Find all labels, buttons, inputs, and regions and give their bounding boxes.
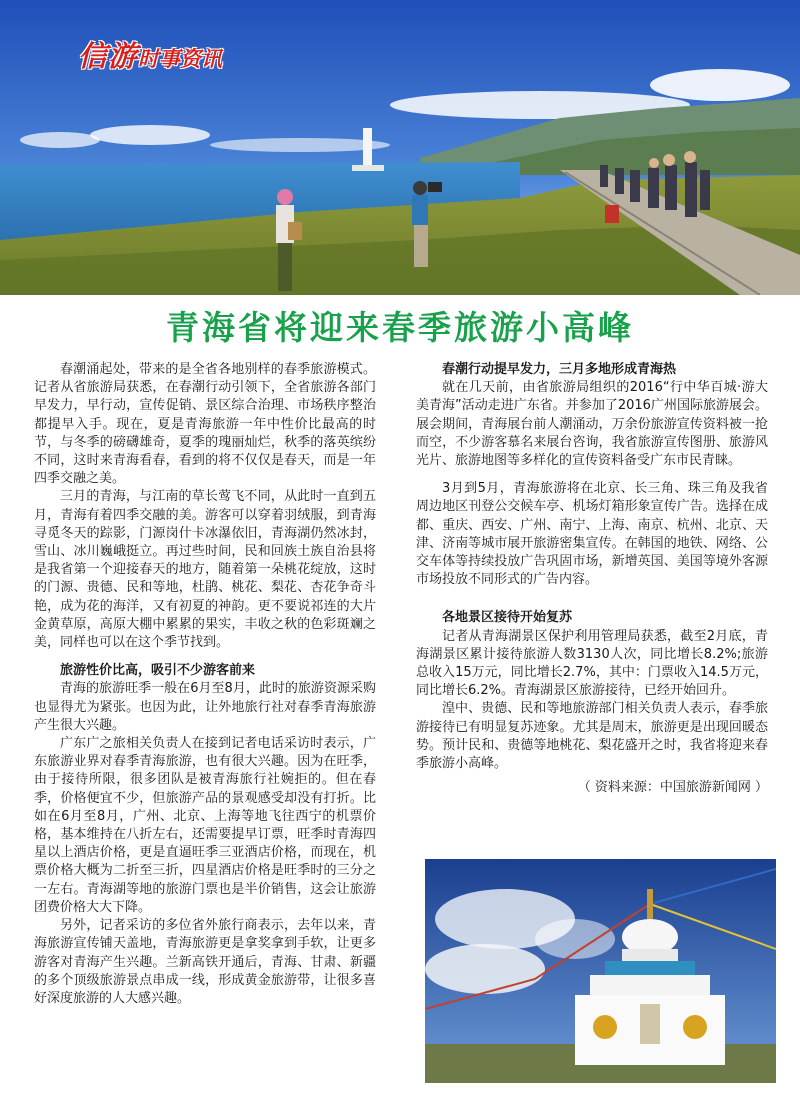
paragraph: 3月到5月，青海旅游将在北京、长三角、珠三角及我省周边地区刊登公交候车亭、机场灯箱形象宣传广告。选择在成都、重庆、西安、广州、南宁、上海、南京、杭州、北京、天津、济南等城市展开旅游密集宣传。在韩国的地铁、网络、公交车体等持续投放广告巩固市场，新增英国、美国等境外客源市场投放不同形式的广告内容。 (416, 481, 768, 588)
brand-logo (78, 34, 222, 75)
hero-photo-qinghai-lake (0, 0, 800, 295)
section-heading: 春潮行动提早发力，三月多地形成青海热 (442, 362, 677, 377)
left-column (34, 361, 376, 1008)
stupa-photo (425, 859, 776, 1083)
paragraph: 湟中、贵德、民和等地旅游部门相关负责人表示，春季旅游接待已有明显复苏迹象。尤其是周末，旅游更是出现回暖态势。预计民和、贵德等地桃花、梨花盛开之时，我省将迎来春季旅游小高峰。 (416, 701, 768, 772)
paragraph: 广东广之旅相关负责人在接到记者电话采访时表示，广东旅游业界对春季青海旅游，也有很大兴趣。因为在旺季，由于接待所限，很多团队是被青海旅行社婉拒的。但在春季，价格便宜不少，但旅游产品的景观感受却没有打折。比如在6月至8月，广州、北京、上海等地飞往西宁的机票价格，基本维持在八折左右，还需要提早订票，旺季时青海四星以上酒店价格，更是直逼旺季三亚酒店价格，而现在，机票价格大概为二折至三折，四星酒店价格是旺季时的三分之一左右。青海湖等地的旅游门票也是半价销售，这会让旅游团费价格大大下降。 (34, 736, 376, 915)
section-heading: 旅游性价比高，吸引不少游客前来 (60, 663, 256, 679)
paragraph: 春潮涌起处，带来的是全省各地别样的春季旅游模式。记者从省旅游局获悉，在春潮行动引领下，全省旅游各部门早发力，早行动，宣传促销、景区综合治理、市场秩序整治都提早入手。现在，夏是青海旅游一年中性价比最高的时节，与冬季的磅礴雄奇，夏季的瑰丽灿烂，秋季的落英缤纷不同，这时来青海看春，看到的将不仅仅是春天，而是一年四季交融之美。 (34, 362, 376, 487)
paragraph: 另外，记者采访的多位省外旅行商表示，去年以来，青海旅游宣传铺天盖地，青海旅游更是拿奖拿到手软，让更多游客对青海产生兴趣。兰新高铁开通后，青海、甘肃、新疆的多个顶级旅游景点串成一线，形成黄金旅游带，让很多喜好深度旅游的人大感兴趣。 (34, 918, 376, 1006)
brand-name: 信游 (78, 39, 139, 73)
paragraph: 就在几天前，由省旅游局组织的2016“行中华百城·游大美青海”活动走进广东省。并参加了2016广州国际旅游展会。展会期间，青海展台前人潮涌动，万余份旅游宣传资料被一抢而空，不少游客慕名来展台咨询，我省旅游宣传图册、旅游风光片、旅游地图等多样化的宣传资料备受广东市民青睐。 (416, 380, 768, 469)
source-credit: （ 资料来源：中国旅游新闻网 ） (577, 780, 768, 796)
page-title: 青海省将迎来春季旅游小高峰 (166, 308, 634, 347)
paragraph: 青海的旅游旺季一般在6月至8月，此时的旅游资源采购也显得尤为紧张。也因为此，让外地旅行社对春季青海旅游产生很大兴趣。 (34, 681, 376, 733)
right-column (416, 361, 768, 797)
paragraph: 三月的青海，与江南的草长莺飞不同，从此时一直到五月，青海有着四季交融的美。游客可以穿着羽绒服，到青海寻觅冬天的踪影，门源岗什卡冰瀑依旧，青海湖仍然冰封，雪山、冰川巍峨挺立。再过些时间，民和回族土族自治县将是我省第一个迎接春天的地方，随着第一朵桃花绽放，这时的门源、贵德、民和等地，杜鹃、桃花、梨花、杏花争奇斗艳，成为花的海洋，又有初夏的神韵。更不要说祁连的大片金黄草原，高原大棚中累累的果实，丰收之秋的色彩斑斓之美，同样也可以在这个季节找到。 (34, 489, 376, 651)
paragraph: 记者从青海湖景区保护利用管理局获悉，截至2月底，青海湖景区累计接待旅游人数3130人次，同比增长8.2%;旅游总收入15万元，同比增长2.7%，其中：门票收入14.5万元，同比增长6.2%。青海湖景区旅游接待，已经开始回升。 (416, 628, 768, 699)
brand-subtitle: 时事资讯 (138, 47, 223, 71)
section-heading: 各地景区接待开始复苏 (442, 610, 573, 626)
